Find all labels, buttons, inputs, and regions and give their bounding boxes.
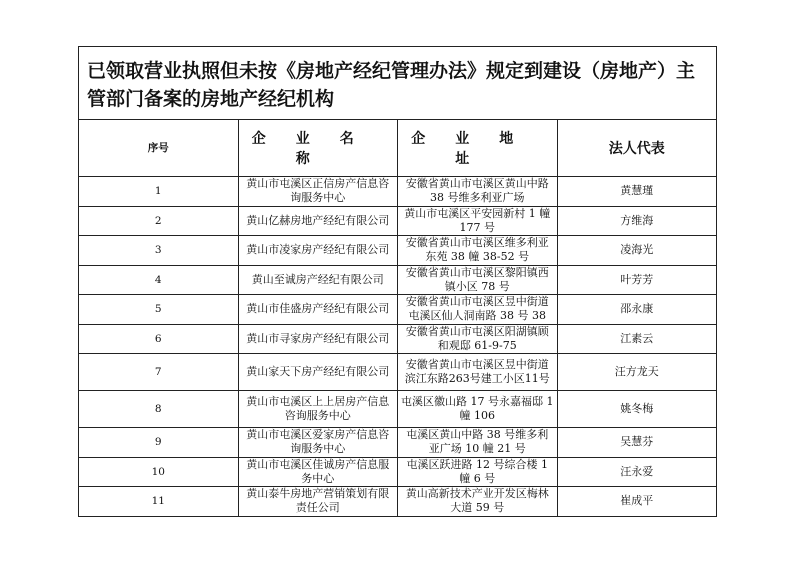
row-name: 黄山家天下房产经纪有限公司	[238, 354, 398, 391]
row-rep: 凌海光	[557, 236, 717, 266]
row-no: 6	[79, 324, 239, 354]
row-address: 屯溪区徽山路 17 号永嘉福邸 1 幢 106	[398, 391, 558, 428]
row-address: 屯溪区跃进路 12 号综合楼 1 幢 6 号	[398, 457, 558, 487]
header-rep: 法人代表	[557, 120, 717, 177]
row-no: 11	[79, 487, 239, 517]
row-no: 7	[79, 354, 239, 391]
row-address: 安徽省黄山市屯溪区昱中街道滨江东路263号建工小区11号	[398, 354, 558, 391]
row-rep: 汪方龙天	[557, 354, 717, 391]
row-no: 4	[79, 265, 239, 295]
row-no: 1	[79, 177, 239, 207]
row-rep: 叶芳芳	[557, 265, 717, 295]
row-rep: 方维海	[557, 206, 717, 236]
table-title: 已领取营业执照但未按《房地产经纪管理办法》规定到建设（房地产）主管部门备案的房地产经纪机构	[79, 47, 717, 120]
row-name: 黄山市寻家房产经纪有限公司	[238, 324, 398, 354]
header-row	[79, 120, 717, 177]
row-address: 安徽省黄山市屯溪区昱中街道屯溪区仙人洞南路 38 号 38	[398, 295, 558, 325]
row-address: 黄山高新技术产业开发区梅林大道 59 号	[398, 487, 558, 517]
row-name: 黄山市屯溪区佳诚房产信息服务中心	[238, 457, 398, 487]
row-name: 黄山市佳盛房产经纪有限公司	[238, 295, 398, 325]
row-rep: 黄慧瑾	[557, 177, 717, 207]
row-no: 3	[79, 236, 239, 266]
row-name: 黄山市凌家房产经纪有限公司	[238, 236, 398, 266]
table-row	[79, 391, 717, 428]
row-name: 黄山至诚房产经纪有限公司	[238, 265, 398, 295]
table-row	[79, 324, 717, 354]
table-row	[79, 457, 717, 487]
header-address: 企业地址	[398, 120, 558, 177]
row-address: 安徽省黄山市屯溪区黄山中路 38 号维多利亚广场	[398, 177, 558, 207]
table-row	[79, 177, 717, 207]
header-name: 企业名称	[238, 120, 398, 177]
row-no: 10	[79, 457, 239, 487]
row-rep: 崔成平	[557, 487, 717, 517]
row-rep: 邵永康	[557, 295, 717, 325]
row-address: 屯溪区黄山中路 38 号维多利亚广场 10 幢 21 号	[398, 428, 558, 458]
table-row	[79, 236, 717, 266]
row-no: 2	[79, 206, 239, 236]
row-name: 黄山市屯溪区爱家房产信息咨询服务中心	[238, 428, 398, 458]
row-rep: 江素云	[557, 324, 717, 354]
row-rep: 姚冬梅	[557, 391, 717, 428]
header-no: 序号	[79, 120, 239, 177]
row-name: 黄山亿赫房地产经纪有限公司	[238, 206, 398, 236]
table-row	[79, 487, 717, 517]
row-address: 安徽省黄山市屯溪区黎阳镇西镇小区 78 号	[398, 265, 558, 295]
table-row	[79, 295, 717, 325]
row-rep: 吴慧芬	[557, 428, 717, 458]
table-row	[79, 428, 717, 458]
row-address: 安徽省黄山市屯溪区维多利亚东苑 38 幢 38-52 号	[398, 236, 558, 266]
row-no: 9	[79, 428, 239, 458]
table-row	[79, 206, 717, 236]
row-address: 安徽省黄山市屯溪区阳湖镇顾和观邸 61-9-75	[398, 324, 558, 354]
table-row	[79, 265, 717, 295]
row-rep: 汪永爱	[557, 457, 717, 487]
row-no: 5	[79, 295, 239, 325]
row-no: 8	[79, 391, 239, 428]
row-name: 黄山泰牛房地产营销策划有限责任公司	[238, 487, 398, 517]
registry-table	[78, 46, 717, 517]
title-row	[79, 47, 717, 120]
row-name: 黄山市屯溪区正信房产信息咨询服务中心	[238, 177, 398, 207]
table-row	[79, 354, 717, 391]
row-address: 黄山市屯溪区平安园新村 1 幢 177 号	[398, 206, 558, 236]
row-name: 黄山市屯溪区上上居房产信息咨询服务中心	[238, 391, 398, 428]
